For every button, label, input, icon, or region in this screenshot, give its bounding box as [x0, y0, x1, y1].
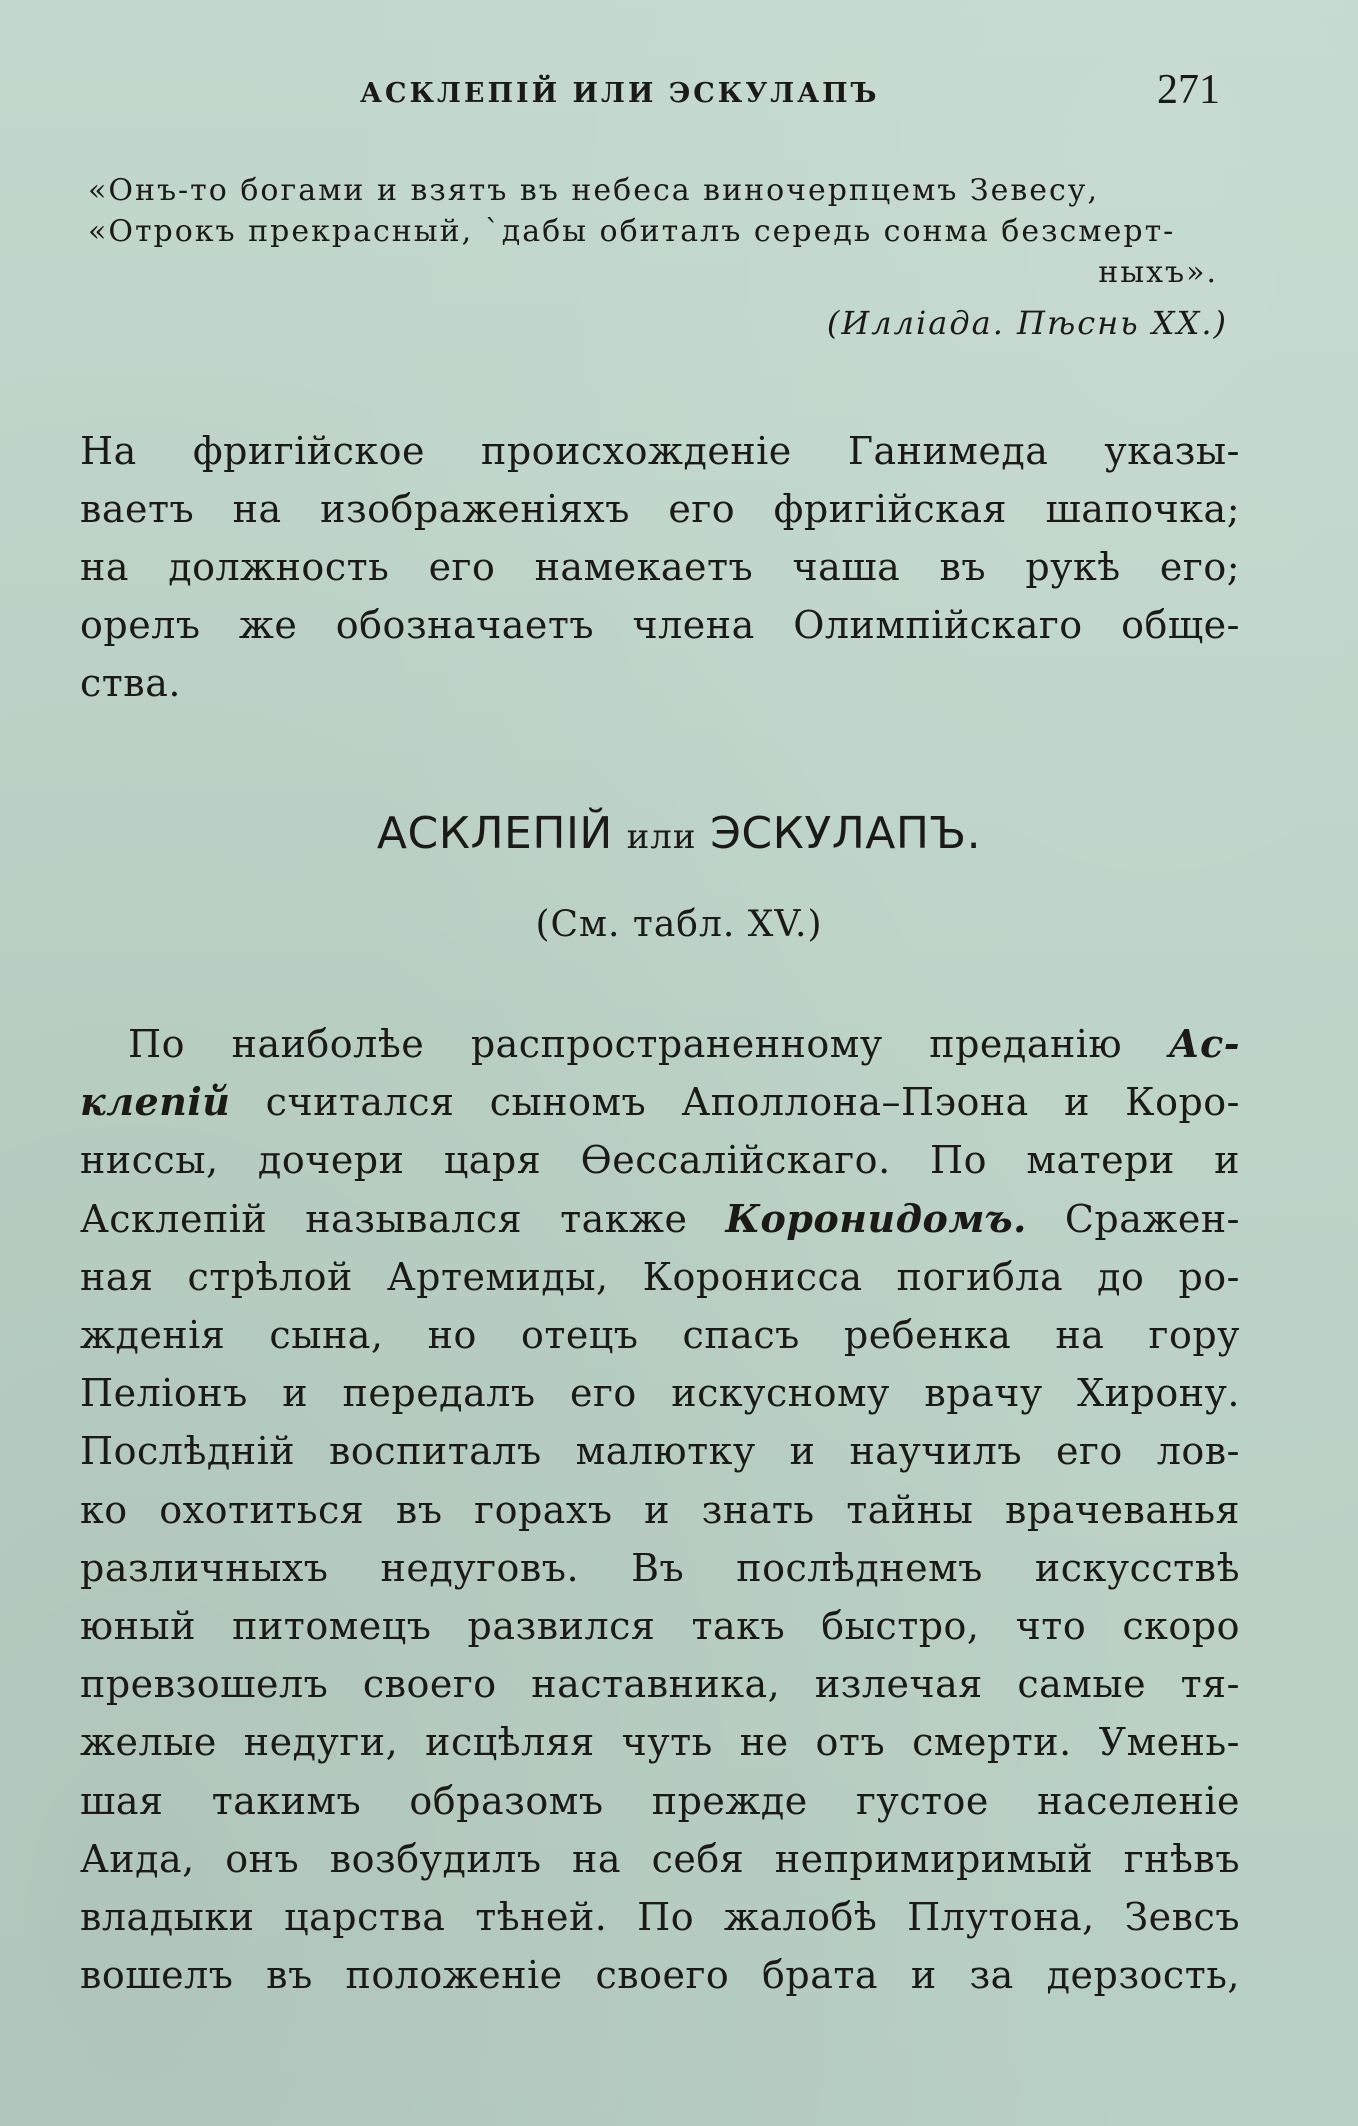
- section-subtitle: (См. табл. XV.): [535, 904, 823, 945]
- text-line: ко охотиться въ горахъ и знать тайны врачеванья: [80, 1487, 1240, 1532]
- italic-name: Ас-: [1168, 1021, 1240, 1066]
- epigraph-line: ныхъ».: [1098, 255, 1218, 290]
- text-line: На фригійское происхожденіе Ганимеда указы-: [80, 429, 1240, 473]
- text-line: на должность его намекаетъ чаша въ рукѣ его;: [80, 545, 1240, 589]
- paragraph-asclepius: [80, 1015, 1240, 2004]
- text-line: [80, 1015, 1240, 1073]
- text-line: жденія сына, но отецъ спасъ ребенка на гору: [80, 1313, 1240, 1358]
- italic-name: Коронидомъ.: [725, 1195, 1027, 1241]
- text-line: желые недуги, исцѣляя чуть не отъ смерти. Умень-: [80, 1720, 1240, 1765]
- text-line: ства.: [80, 661, 181, 705]
- section-title-or: или: [626, 817, 697, 857]
- italic-name: клепій: [80, 1079, 231, 1125]
- paragraph-ganymede: [80, 422, 1240, 712]
- text-line: юный питомецъ развился такъ быстро, что скоро: [80, 1604, 1240, 1649]
- text-line: Пеліонъ и передалъ его искусному врачу Хирону.: [80, 1371, 1240, 1416]
- text-line: Послѣдній воспиталъ малютку и научилъ его лов-: [80, 1429, 1240, 1474]
- epigraph-line: «Отрокъ прекрасный, `дабы обиталъ середь сонма безсмерт-: [88, 214, 1176, 249]
- running-head: АСКЛЕПІЙ ИЛИ ЭСКУЛАПЪ: [360, 78, 880, 109]
- text-line: [80, 1190, 1240, 1248]
- text-line: ная стрѣлой Артемиды, Коронисса погибла до ро-: [80, 1254, 1240, 1299]
- text-line: владыки царства тѣней. По жалобѣ Плутона, Зевсъ: [80, 1895, 1240, 1940]
- text-segment: считался сыномъ Аполлона–Пэона и Коро-: [230, 1080, 1240, 1125]
- text-line: орелъ же обозначаетъ члена Олимпійскаго обще-: [80, 603, 1240, 647]
- text-segment: По наиболѣе распространенному преданію: [128, 1022, 1169, 1066]
- text-line: ваетъ на изображеніяхъ его фригійская шапочка;: [80, 487, 1240, 531]
- section-title-part1: АСКЛЕПІЙ: [376, 808, 613, 859]
- section-title: [0, 808, 1358, 859]
- text-line: превзошелъ своего наставника, излечая самые тя-: [80, 1662, 1240, 1707]
- epigraph-source: (Илліада. Пѣснь XX.): [826, 304, 1228, 342]
- epigraph-line: «Онъ-то богами и взятъ въ небеса виночерпцемъ Зевесу,: [88, 173, 1099, 208]
- text-line: ниссы, дочери царя Ѳессалійскаго. По матери и: [80, 1138, 1240, 1183]
- text-line: различныхъ недуговъ. Въ послѣднемъ искусствѣ: [80, 1545, 1240, 1590]
- text-line: Аида, онъ возбудилъ на себя непримиримый гнѣвъ: [80, 1836, 1240, 1881]
- text-line: шая такимъ образомъ прежде густое населеніе: [80, 1778, 1240, 1823]
- text-segment: Сражен-: [1026, 1196, 1240, 1241]
- section-title-part2: ЭСКУЛАПЪ.: [710, 808, 982, 859]
- page-number: 271: [1157, 67, 1220, 113]
- text-segment: Асклепій назывался также: [80, 1196, 726, 1241]
- text-line: [80, 1073, 1240, 1131]
- text-line: вошелъ въ положеніе своего брата и за дерзость,: [80, 1953, 1240, 1998]
- epigraph: [88, 170, 1238, 344]
